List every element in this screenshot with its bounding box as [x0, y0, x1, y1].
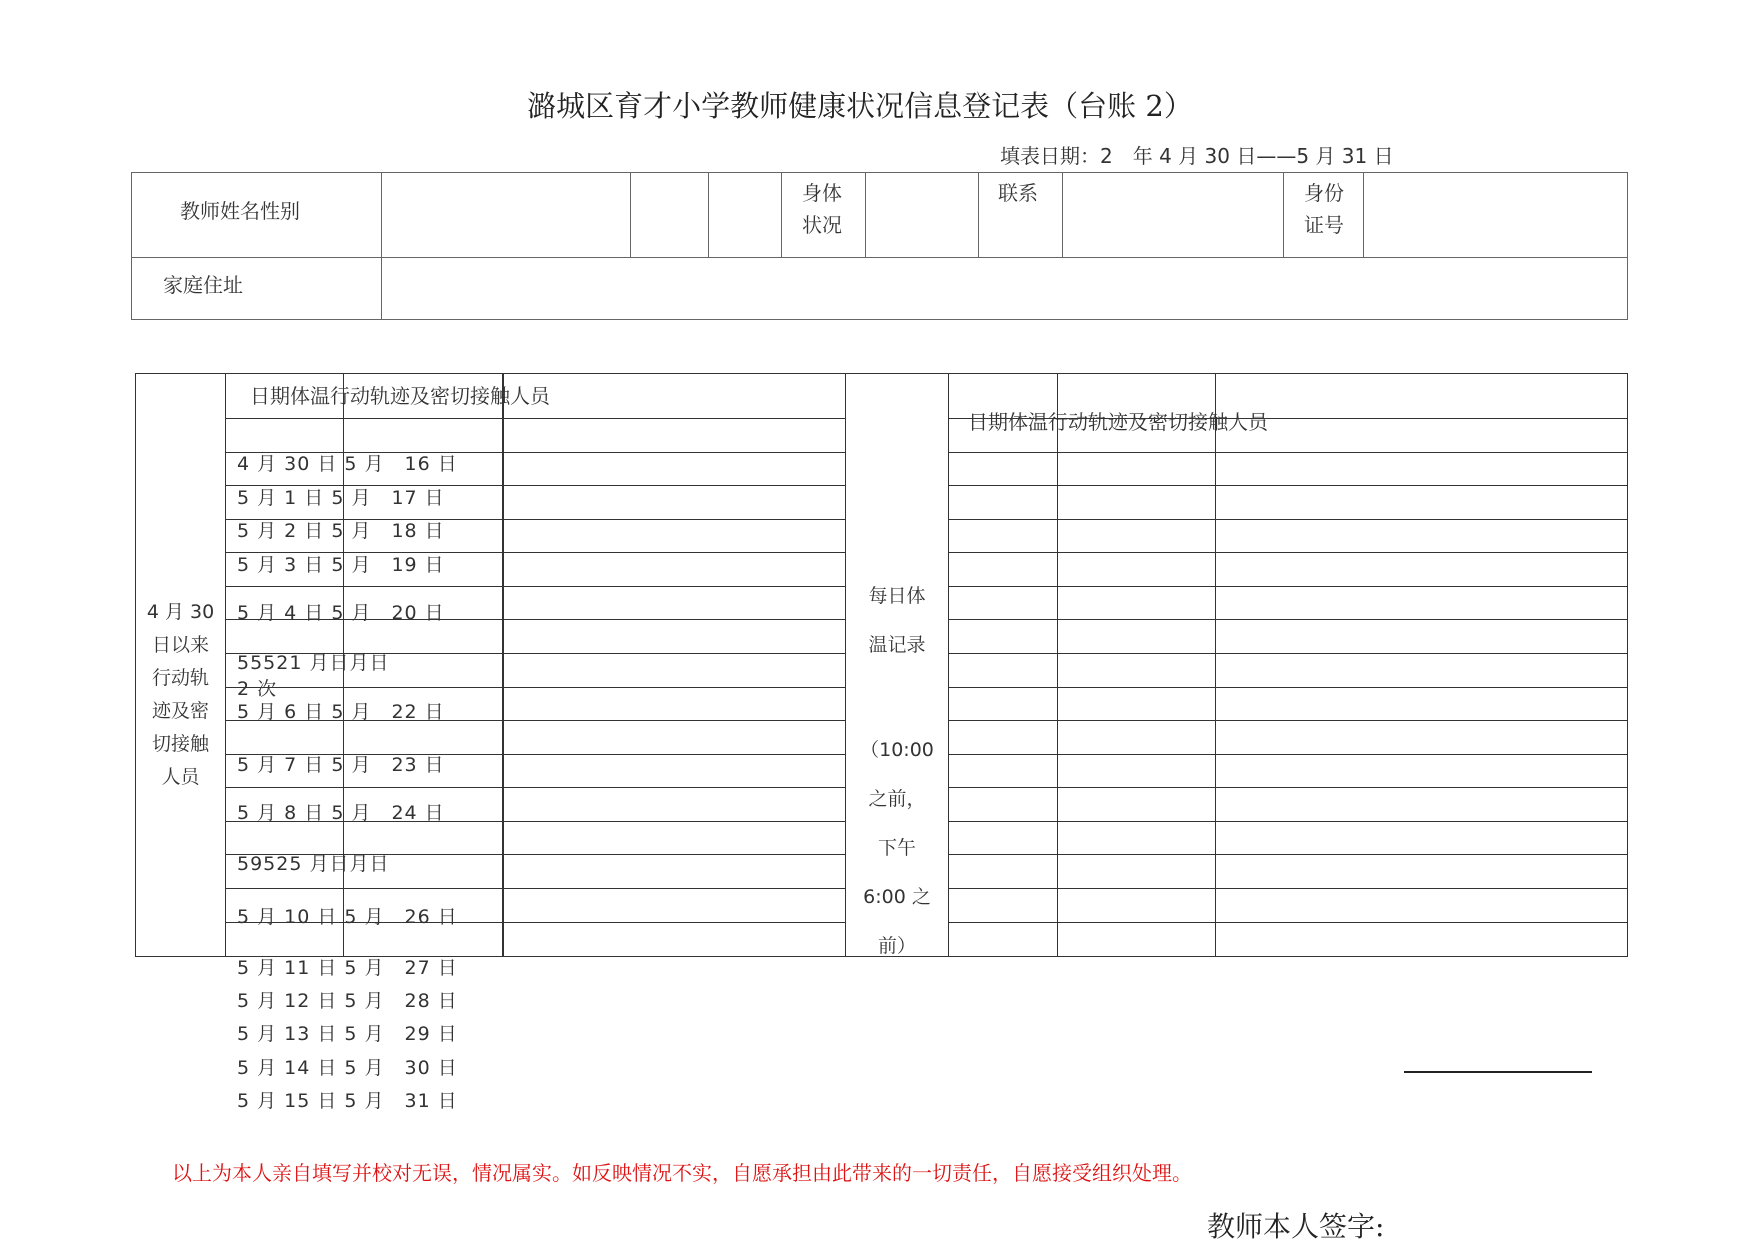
fill-date: 填表日期：2 年 4 月 30 日——5 月 31 日 — [1000, 144, 1394, 168]
left-header: 日期体温行动轨迹及密切接触人员 — [250, 384, 550, 408]
date-row: 5 月 10 日 5 月 26 日 — [237, 906, 458, 928]
grid-row-line — [225, 787, 846, 788]
date-row: 5 月 4 日 5 月 20 日 — [237, 602, 445, 624]
middle-label-line: （10:00 — [860, 739, 934, 761]
grid-row-line — [948, 452, 1627, 453]
middle-label — [846, 572, 948, 971]
grid-row-line — [948, 586, 1627, 587]
grid-col-line — [225, 374, 226, 956]
gender-field[interactable] — [631, 173, 708, 257]
side-label-line: 迹及密 — [151, 700, 209, 722]
col-divider — [781, 173, 782, 257]
col-divider — [708, 173, 709, 257]
middle-label-line: 之前， — [868, 788, 926, 810]
address-field[interactable] — [382, 258, 1627, 319]
grid-row-line — [225, 888, 846, 889]
side-label-line: 人员 — [161, 766, 200, 788]
id-label-1: 身份 — [1304, 181, 1344, 205]
signature-label: 教师本人签字: — [1207, 1210, 1385, 1243]
middle-label-line: 温记录 — [868, 634, 926, 656]
date-row: 5 月 7 日 5 月 23 日 — [237, 754, 445, 776]
side-label — [136, 596, 225, 794]
middle-label-line: 前） — [877, 935, 916, 957]
signature-underline — [1404, 1071, 1592, 1073]
side-label-line: 行动轨 — [151, 667, 209, 689]
page-title: 潞城区育才小学教师健康状况信息登记表（台账 2） — [527, 89, 1193, 123]
grid-row-line — [948, 619, 1627, 620]
date-row: 5 月 14 日 5 月 30 日 — [237, 1057, 458, 1079]
grid-row-line — [948, 922, 1627, 923]
grid-row-line — [948, 854, 1627, 855]
date-row: 4 月 30 日 5 月 16 日 — [237, 453, 458, 475]
contact-label: 联系 — [998, 181, 1038, 205]
middle-label-line: 每日体 — [868, 585, 926, 607]
side-label-line: 切接触 — [151, 733, 209, 755]
health-label-2: 状况 — [802, 213, 842, 237]
date-row: 5 月 3 日 5 月 19 日 — [237, 554, 445, 576]
grid-row-line — [225, 687, 846, 688]
grid-row-line — [948, 485, 1627, 486]
contact-field[interactable] — [1063, 173, 1283, 257]
date-row: 5 月 12 日 5 月 28 日 — [237, 990, 458, 1012]
grid-row-line — [948, 653, 1627, 654]
date-row: 5 月 11 日 5 月 27 日 — [237, 957, 458, 979]
date-row: 5 月 8 日 5 月 24 日 — [237, 802, 445, 824]
date-row: 5 月 2 日 5 月 18 日 — [237, 520, 445, 542]
side-label-line: 4 月 30 — [146, 601, 215, 623]
grid-row-line — [225, 586, 846, 587]
middle-label-line: 6:00 之 — [863, 886, 931, 908]
id-number-field[interactable] — [1364, 173, 1627, 257]
grid-row-line — [948, 888, 1627, 889]
grid-col-line — [1215, 374, 1216, 956]
health-label-1: 身体 — [802, 181, 842, 205]
date-row: 5 月 15 日 5 月 31 日 — [237, 1090, 458, 1112]
declaration-text: 以上为本人亲自填写并校对无误，情况属实。如反映情况不实，自愿承担由此带来的一切责任，自愿接受组织处理。 — [172, 1161, 1192, 1185]
name-gender-label: 教师姓名性别 — [180, 199, 300, 223]
date-row: 59525 月日月日 — [237, 853, 390, 875]
grid-col-line — [948, 374, 949, 956]
grid-row-line — [225, 418, 846, 419]
grid-row-line — [948, 552, 1627, 553]
teacher-info-table — [131, 172, 1628, 320]
grid-col-line — [503, 374, 504, 956]
grid-row-line — [948, 720, 1627, 721]
right-header: 日期体温行动轨迹及密切接触人员 — [968, 410, 1268, 434]
grid-row-line — [948, 821, 1627, 822]
date-row: 5 月 1 日 5 月 17 日 — [237, 487, 445, 509]
date-row: 55521 月日月日 — [237, 652, 390, 674]
grid-row-line — [948, 687, 1627, 688]
grid-row-line — [948, 754, 1627, 755]
name-field[interactable] — [382, 173, 630, 257]
side-label-line: 日以来 — [151, 634, 209, 656]
date-row: 5 月 13 日 5 月 29 日 — [237, 1023, 458, 1045]
health-field[interactable] — [866, 173, 978, 257]
grid-row-line — [948, 519, 1627, 520]
grid-row-line — [948, 787, 1627, 788]
id-label-2: 证号 — [1304, 213, 1344, 237]
grid-col-line — [1057, 374, 1058, 956]
address-label: 家庭住址 — [163, 273, 243, 297]
date-row: 2 次 — [237, 678, 278, 700]
date-row: 5 月 6 日 5 月 22 日 — [237, 701, 445, 723]
middle-label-line: 下午 — [877, 837, 916, 859]
col-divider — [978, 173, 979, 257]
signature-field[interactable] — [1412, 1200, 1632, 1236]
col-divider — [1283, 173, 1284, 257]
